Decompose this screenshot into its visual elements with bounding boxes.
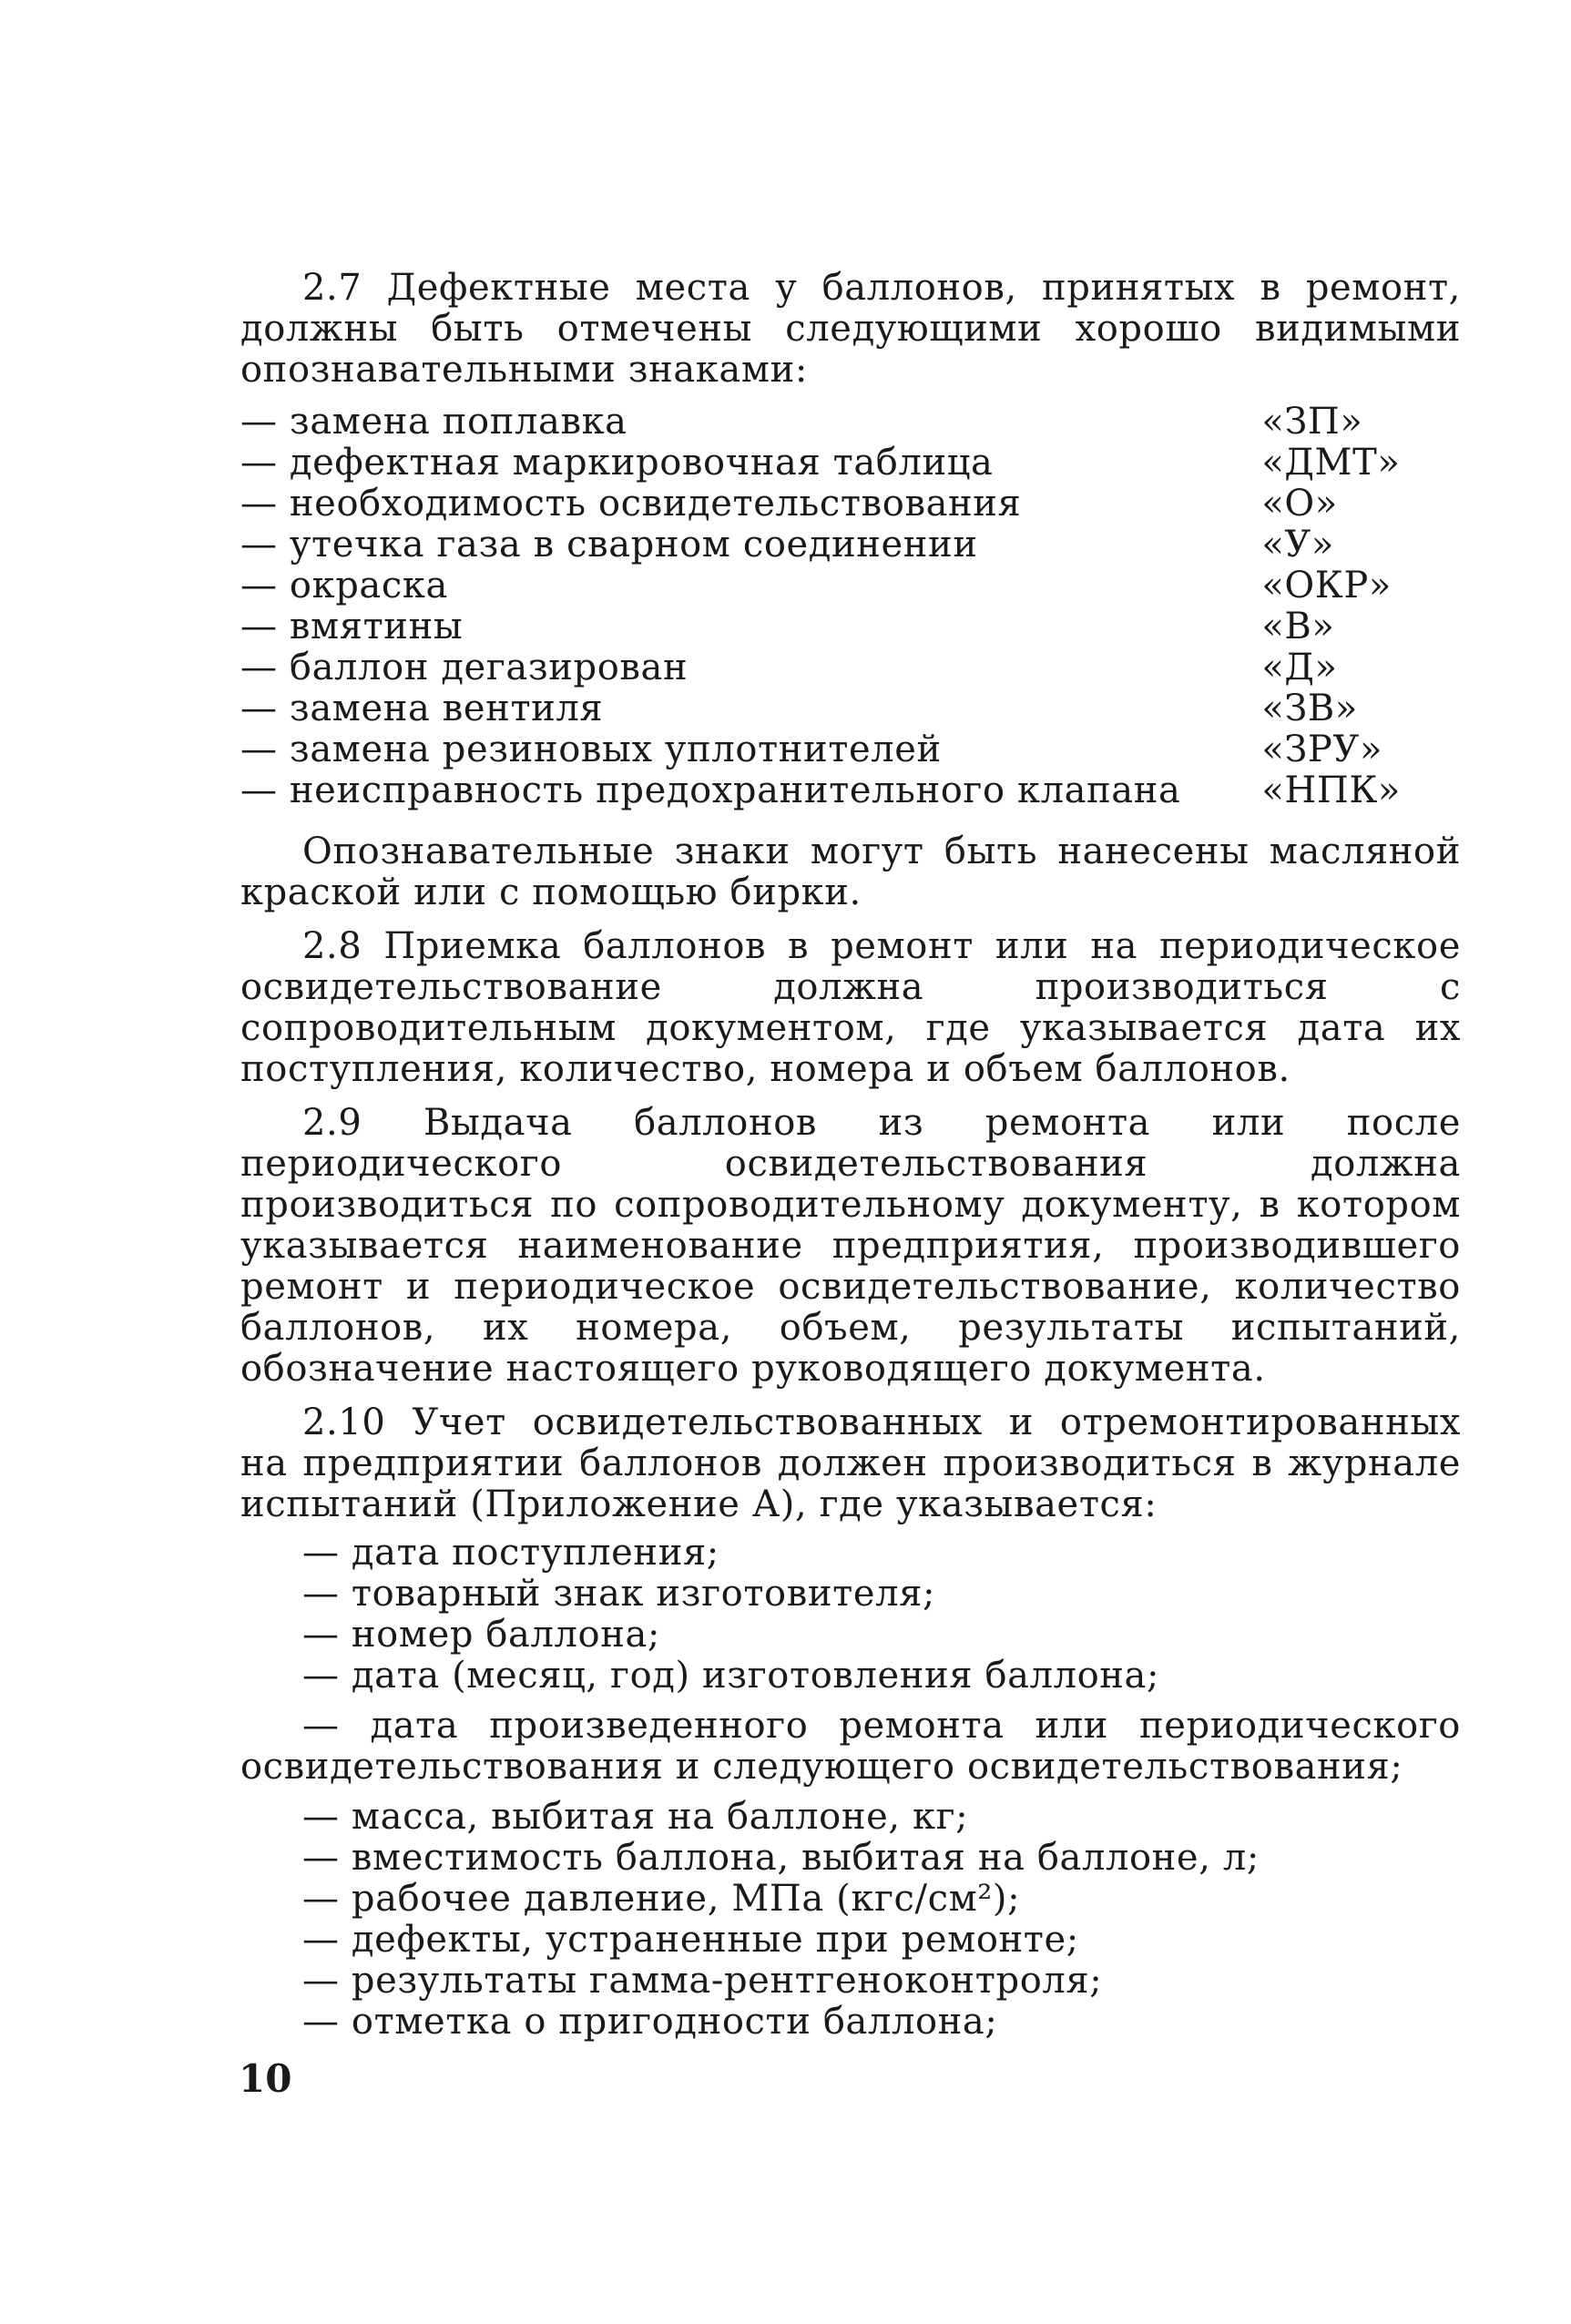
section-2-8-text: 2.8 Приемка баллонов в ремонт или на периодическое освидетельствование должна производиться с сопроводительным документом, где указывается дата их поступления, количество, номера и объем баллонов. (240, 925, 1461, 1090)
defect-mark-code: «ОКР» (1261, 565, 1392, 606)
defect-mark-code: «ЗРУ» (1261, 729, 1383, 770)
defect-mark-description: — замена резиновых уплотнителей (240, 729, 942, 770)
defect-mark-row (240, 525, 1461, 566)
defect-marks-list (240, 402, 1461, 811)
defect-mark-description: — утечка газа в сварном соединении (240, 524, 978, 566)
list-item: — вместимость баллона, выбитая на баллоне, л; (302, 1837, 1260, 1879)
defect-mark-description: — баллон дегазирован (240, 647, 689, 688)
list-item: — результаты гамма-рентгеноконтроля; (302, 1960, 1103, 2002)
defect-mark-description: — замена поплавка (240, 401, 627, 443)
defect-mark-code: «О» (1261, 483, 1338, 525)
list-item: — дата произведенного ремонта или периодического освидетельствования и следующего освидетельствования; (240, 1705, 1461, 1788)
defect-mark-code: «ЗВ» (1261, 688, 1358, 729)
defect-mark-description: — замена вентиля (240, 688, 604, 729)
defect-mark-row (240, 484, 1461, 525)
defect-mark-row (240, 647, 1461, 688)
list-item: — рабочее давление, МПа (кгс/см²); (302, 1878, 1021, 1920)
document-page (240, 268, 1461, 2043)
list-item: — дата поступления; (302, 1532, 719, 1574)
defect-mark-description: — дефектная маркировочная таблица (240, 442, 994, 484)
defect-mark-code: «В» (1261, 606, 1335, 647)
defect-mark-description: — неисправность предохранительного клапана (240, 770, 1181, 811)
defect-mark-row (240, 566, 1461, 606)
list-item: — номер баллона; (302, 1614, 660, 1656)
defect-mark-row (240, 402, 1461, 443)
list-item: — масса, выбитая на баллоне, кг; (302, 1796, 969, 1838)
defect-mark-code: «ДМТ» (1261, 442, 1401, 484)
list-item: — товарный знак изготовителя; (302, 1573, 936, 1615)
section-2-7-intro: 2.7 Дефектные места у баллонов, принятых в ремонт, должны быть отмечены следующими хорошо видимыми опознавательными знаками: (240, 267, 1461, 391)
defect-mark-row (240, 606, 1461, 647)
defect-mark-code: «Д» (1261, 647, 1338, 688)
defect-mark-row (240, 688, 1461, 729)
journal-fields-list (240, 1533, 1461, 2043)
defect-mark-code: «ЗП» (1261, 401, 1363, 443)
defect-mark-code: «НПК» (1261, 770, 1401, 811)
list-item: — дата (месяц, год) изготовления баллона; (302, 1655, 1160, 1697)
section-2-9-text: 2.9 Выдача баллонов из ремонта или после периодического освидетельствования должна производиться по сопроводительному документу, в котором указывается наименование предприятия, производившего ремонт и периодическое освидетельствование, количество баллонов, их номера, объем, результаты испытаний, обозначение настоящего руководящего документа. (240, 1102, 1461, 1390)
page-number: 10 (239, 2056, 292, 2101)
section-2-7-note: Опознавательные знаки могут быть нанесены масляной краской или с помощью бирки. (240, 831, 1461, 913)
list-item: — дефекты, устраненные при ремонте; (302, 1919, 1079, 1961)
defect-mark-description: — вмятины (240, 606, 464, 647)
section-2-10-intro: 2.10 Учет освидетельствованных и отремонтированных на предприятии баллонов должен производиться в журнале испытаний (Приложение А), где указывается: (240, 1402, 1461, 1525)
defect-mark-description: — окраска (240, 565, 448, 606)
defect-mark-row (240, 729, 1461, 770)
defect-mark-code: «У» (1261, 524, 1334, 566)
defect-mark-description: — необходимость освидетельствования (240, 483, 1022, 525)
list-item: — отметка о пригодности баллона; (302, 2001, 998, 2043)
defect-mark-row (240, 443, 1461, 484)
defect-mark-row (240, 770, 1461, 811)
